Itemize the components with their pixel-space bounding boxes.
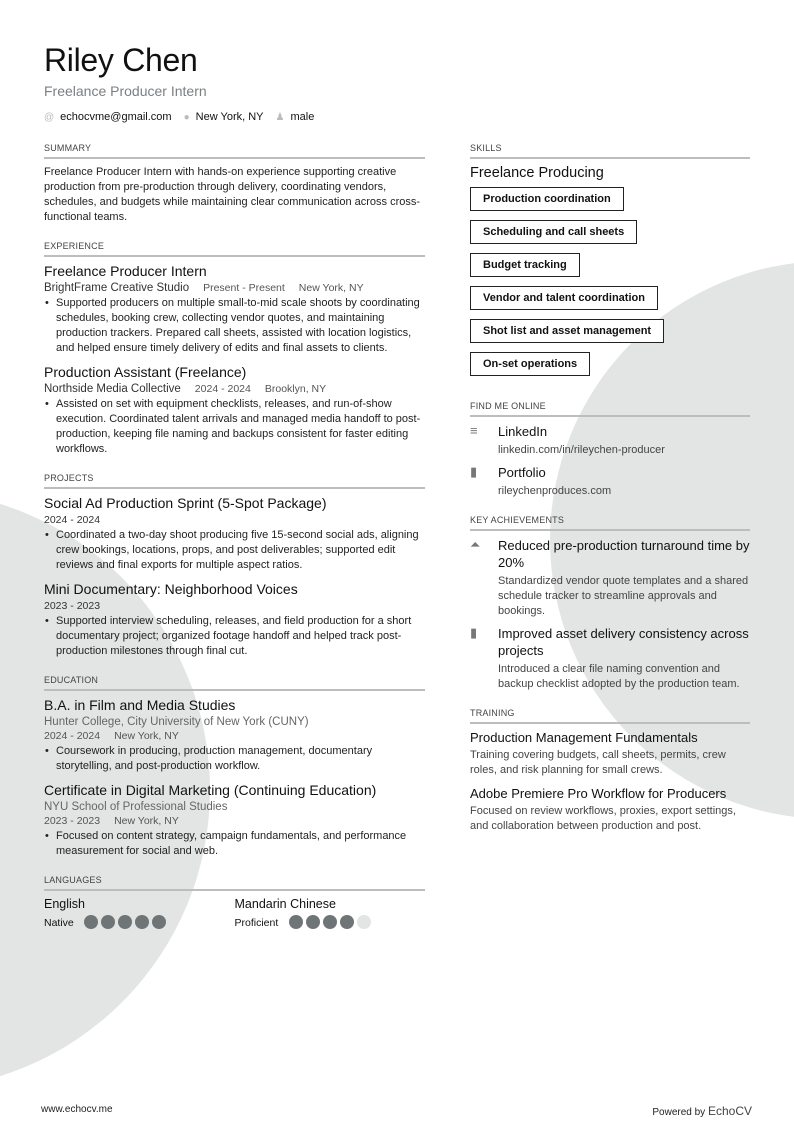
powered-by-text: Powered by: [652, 1107, 706, 1118]
achievement-item: [470, 625, 750, 692]
achievement-title: Improved asset delivery consistency across projects: [498, 626, 749, 658]
dates: 2023 - 2023: [44, 600, 101, 612]
company: BrightFrame Creative Studio: [44, 282, 190, 294]
link-url[interactable]: rileychenproduces.com: [498, 485, 612, 497]
skill-tag: Scheduling and call sheets: [470, 220, 637, 244]
skill-list: [470, 187, 750, 385]
education-item: [44, 782, 425, 859]
location: New York, NY: [114, 815, 179, 827]
online-item: [470, 423, 750, 458]
education-item: [44, 697, 425, 774]
location-pin-icon: ●: [183, 112, 190, 123]
footer-powered: [652, 1104, 752, 1118]
section-heading: TRAINING: [470, 708, 750, 724]
rating-dot: [323, 915, 337, 929]
bullet: • Supported producers on multiple small-to-mid scale shoots by coordinating schedules, booking crew, collecting vendor quotes, and maintaining production trackers. Prepared call sheets, assisted with location logistics, and helped ensure timely delivery of edits and final assets to clients.: [44, 296, 425, 356]
online-section: [470, 401, 750, 499]
email[interactable]: echocvme@gmail.com: [60, 111, 172, 123]
language-level: Native: [44, 917, 74, 929]
document-icon: ▮: [470, 464, 478, 479]
location: New York, NY: [195, 111, 264, 123]
school: NYU School of Professional Studies: [44, 801, 228, 813]
section-heading: SUMMARY: [44, 143, 425, 159]
dates: Present - Present: [203, 282, 285, 294]
person-icon: ♟: [275, 112, 285, 123]
rating-dot: [118, 915, 132, 929]
bullet: • Supported interview scheduling, releases, and field production for a short documentary project; organized footage handoff and helped track post-production milestones through final cut.: [44, 614, 425, 659]
section-heading: SKILLS: [470, 143, 750, 159]
job-title: Production Assistant (Freelance): [44, 364, 247, 380]
section-heading: EXPERIENCE: [44, 241, 425, 257]
degree: Certificate in Digital Marketing (Continuing Education): [44, 782, 377, 798]
experience-section: [44, 241, 425, 457]
section-heading: EDUCATION: [44, 675, 425, 691]
language-item: [235, 897, 426, 931]
rating-dots: [84, 915, 166, 929]
rating-dot: [101, 915, 115, 929]
language-level: Proficient: [234, 917, 279, 929]
rating-dot: [306, 915, 320, 929]
summary-section: [44, 143, 425, 225]
summary-text: Freelance Producer Intern with hands-on experience supporting creative production from pre-production through delivery, coordinating vendors, schedules, and budgets while maintaining clear communication across cross-functional teams.: [44, 166, 421, 223]
header: [44, 42, 314, 123]
bullet: • Coursework in producing, production management, documentary storytelling, and post-production workflow.: [44, 744, 425, 774]
bullet: • Focused on content strategy, campaign fundamentals, and performance measurement for social and web.: [44, 829, 425, 859]
rating-dot: [340, 915, 354, 929]
link-url[interactable]: linkedin.com/in/rileychen-producer: [498, 444, 665, 456]
skills-section: [470, 143, 750, 385]
project-title: Mini Documentary: Neighborhood Voices: [44, 581, 298, 597]
project-item: [44, 495, 425, 573]
skill-category: Freelance Producing: [470, 165, 604, 181]
skill-tag: Shot list and asset management: [470, 319, 664, 343]
name: Riley Chen: [44, 42, 198, 78]
training-item: [470, 730, 750, 778]
degree: B.A. in Film and Media Studies: [44, 697, 236, 713]
job-title: Freelance Producer Intern: [44, 263, 207, 279]
achievement-text: Introduced a clear file naming convention and backup checklist adopted by the production team.: [498, 663, 740, 690]
rating-dot: [84, 915, 98, 929]
project-item: [44, 581, 425, 659]
training-text: Training covering budgets, call sheets, permits, crew roles, and risk planning for small crews.: [470, 749, 726, 776]
experience-item: [44, 263, 425, 356]
bullet: • Coordinated a two-day shoot producing five 15-second social ads, aligning crew bookings, locations, props, and post deliverables; supported edit reviews and final exports for multiple aspect ratios.: [44, 528, 425, 573]
dates: 2024 - 2024: [194, 383, 251, 395]
link-label: LinkedIn: [498, 424, 548, 439]
school: Hunter College, City University of New York (CUNY): [44, 716, 309, 728]
left-column: [44, 143, 425, 947]
skill-tag: Production coordination: [470, 187, 624, 211]
rating-dot: [152, 915, 166, 929]
projects-section: [44, 473, 425, 659]
achievements-section: [470, 515, 750, 692]
location: New York, NY: [298, 282, 364, 294]
section-heading: PROJECTS: [44, 473, 425, 489]
training-text: Focused on review workflows, proxies, export settings, and collaboration between production and post.: [470, 805, 736, 832]
rating-dot: [135, 915, 149, 929]
section-heading: KEY ACHIEVEMENTS: [470, 515, 750, 531]
education-section: [44, 675, 425, 859]
dates: 2024 - 2024: [44, 730, 101, 742]
footer-website[interactable]: www.echocv.me: [41, 1104, 113, 1115]
at-icon: @: [44, 112, 55, 123]
languages-section: [44, 875, 425, 931]
project-title: Social Ad Production Sprint (5-Spot Package): [44, 495, 327, 511]
achievement-text: Standardized vendor quote templates and a shared schedule tracker to streamline approvals and bookings.: [498, 575, 749, 617]
achievement-title: Reduced pre-production turnaround time by 20%: [498, 538, 750, 570]
right-column: [470, 143, 750, 850]
section-heading: FIND ME ONLINE: [470, 401, 750, 417]
lines-icon: ≡: [470, 423, 478, 438]
rating-dots: [289, 915, 371, 929]
rating-dot: [289, 915, 303, 929]
bullet: • Assisted on set with equipment checklists, releases, and run-of-show execution. Coordinated talent arrivals and managed media handoff to post-production, keeping file naming and backups consistent for faster editing workflows.: [44, 397, 425, 457]
experience-item: [44, 364, 425, 457]
training-title: Production Management Fundamentals: [470, 730, 698, 745]
job-title: Freelance Producer Intern: [44, 83, 207, 99]
company: Northside Media Collective: [44, 383, 181, 395]
location: Brooklyn, NY: [264, 383, 327, 395]
brand-logo[interactable]: EchoCV: [707, 1104, 752, 1118]
dates: 2023 - 2023: [44, 815, 101, 827]
flask-icon: ⏶: [470, 537, 481, 552]
location: New York, NY: [114, 730, 179, 742]
training-title: Adobe Premiere Pro Workflow for Producers: [470, 786, 727, 801]
contact-row: [44, 111, 314, 123]
section-heading: LANGUAGES: [44, 875, 425, 891]
training-section: [470, 708, 750, 834]
skill-tag: Budget tracking: [470, 253, 580, 277]
language-name: Mandarin Chinese: [234, 897, 336, 911]
skill-tag: Vendor and talent coordination: [470, 286, 658, 310]
link-label: Portfolio: [498, 465, 546, 480]
training-item: [470, 786, 750, 834]
gender: male: [290, 111, 315, 123]
language-item: [44, 897, 235, 931]
online-item: [470, 464, 750, 499]
skill-tag: On-set operations: [470, 352, 590, 376]
achievement-item: [470, 537, 750, 619]
language-name: English: [44, 897, 85, 911]
rating-dot: [357, 915, 371, 929]
dates: 2024 - 2024: [44, 514, 101, 526]
file-search-icon: ▮: [470, 625, 478, 640]
